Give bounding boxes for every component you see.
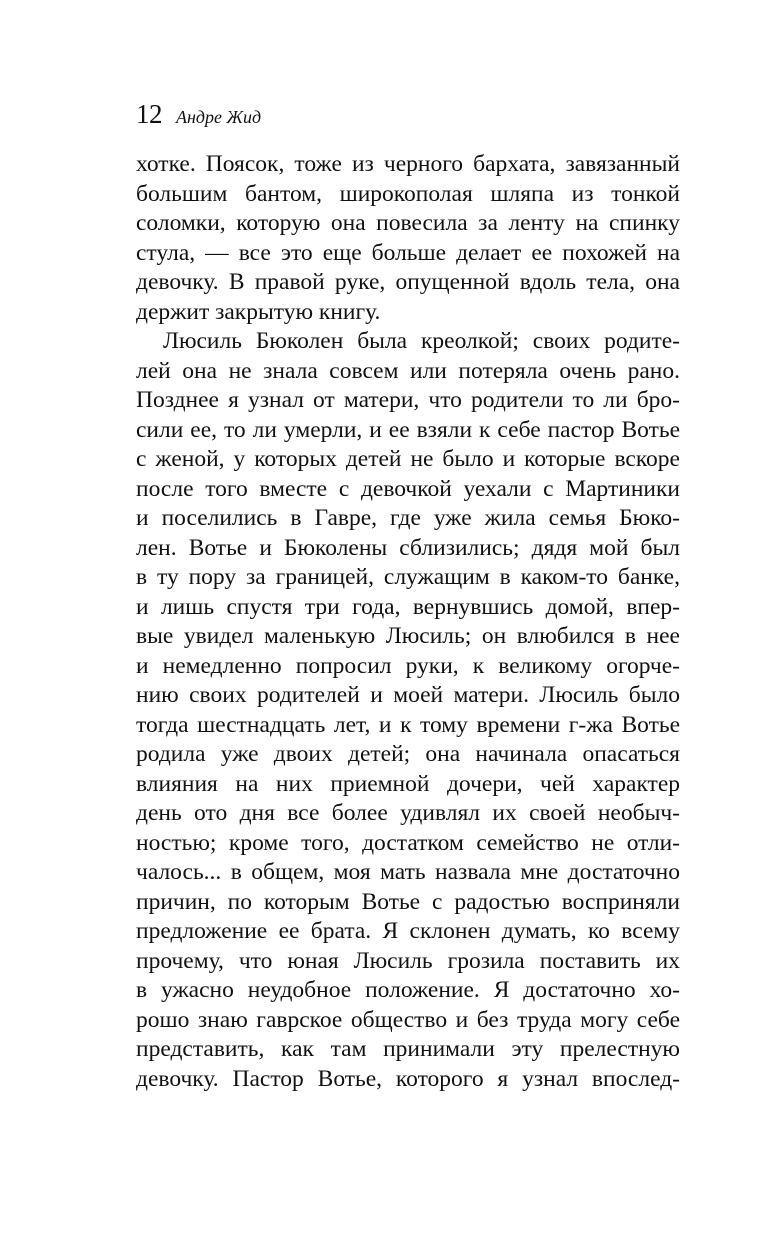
- text-line: предложение ее брата. Я склонен думать, ко всему: [136, 918, 680, 944]
- text-line: Люсиль Бюколен была креолкой; своих родите-: [163, 328, 680, 354]
- text-line: вые увидел маленькую Люсиль; он влюбился в нее: [136, 623, 680, 649]
- running-header: [136, 98, 261, 130]
- text-line: держит закрытую книгу.: [136, 298, 381, 325]
- text-line: после того вместе с девочкой уехали с Мартиники: [136, 475, 680, 502]
- text-line: и немедленно попросил руки, к великому огорче-: [136, 652, 680, 679]
- running-title: Андре Жид: [176, 107, 262, 127]
- text-line: чалось... в общем, моя мать назвала мне достаточно: [136, 859, 680, 885]
- text-line: девочку. В правой руке, опущенной вдоль тела, она: [136, 269, 680, 295]
- text-line: тогда шестнадцать лет, и к тому времени г-жа Вотье: [136, 711, 680, 738]
- paragraph-1: [136, 150, 680, 327]
- body-text: [136, 150, 680, 1094]
- text-line: стула, — все это еще больше делает ее похожей на: [136, 239, 680, 266]
- text-line: причин, по которым Вотье с радостью восприняли: [136, 888, 680, 915]
- text-line: соломки, которую она повесила за ленту на спинку: [136, 210, 680, 236]
- text-line: ностью; кроме того, достатком семейство не отли-: [136, 829, 680, 856]
- text-line: с женой, у которых детей не было и которые вскоре: [136, 446, 680, 472]
- text-line: хотке. Поясок, тоже из черного бархата, завязанный: [136, 151, 680, 177]
- text-line: прочему, что юная Люсиль грозила поставить их: [136, 947, 680, 974]
- text-line: лен. Вотье и Бюколены сблизились; дядя мой был: [136, 534, 680, 561]
- text-line: девочку. Пастор Вотье, которого я узнал впослед-: [136, 1065, 680, 1092]
- text-line: день ото дня все более удивлял их своей необыч-: [136, 800, 680, 826]
- text-line: представить, как там принимали эту прелестную: [136, 1036, 680, 1062]
- page-number: 12: [136, 99, 162, 129]
- text-line: лей она не знала совсем или потеряла очень рано.: [136, 357, 680, 384]
- paragraph-2: [136, 327, 680, 1094]
- text-line: родила уже двоих детей; она начинала опасаться: [136, 741, 680, 767]
- text-line: Позднее я узнал от матери, что родители то ли бро-: [136, 387, 680, 413]
- text-line: в ту пору за границей, служащим в каком-то банке,: [136, 564, 680, 590]
- text-line: большим бантом, широкополая шляпа из тонкой: [136, 180, 680, 207]
- text-line: и лишь спустя три года, вернувшись домой, впер-: [136, 593, 680, 620]
- text-line: рошо знаю гаврское общество и без труда могу себе: [136, 1006, 680, 1033]
- text-line: нию своих родителей и моей матери. Люсиль было: [136, 682, 680, 708]
- text-line: и поселились в Гавре, где уже жила семья Бюко-: [136, 505, 680, 531]
- text-line: сили ее, то ли умерли, и ее взяли к себе пастор Вотье: [136, 416, 680, 443]
- text-line: влияния на них приемной дочери, чей характер: [136, 770, 680, 797]
- text-line: в ужасно неудобное положение. Я достаточно хо-: [136, 977, 680, 1003]
